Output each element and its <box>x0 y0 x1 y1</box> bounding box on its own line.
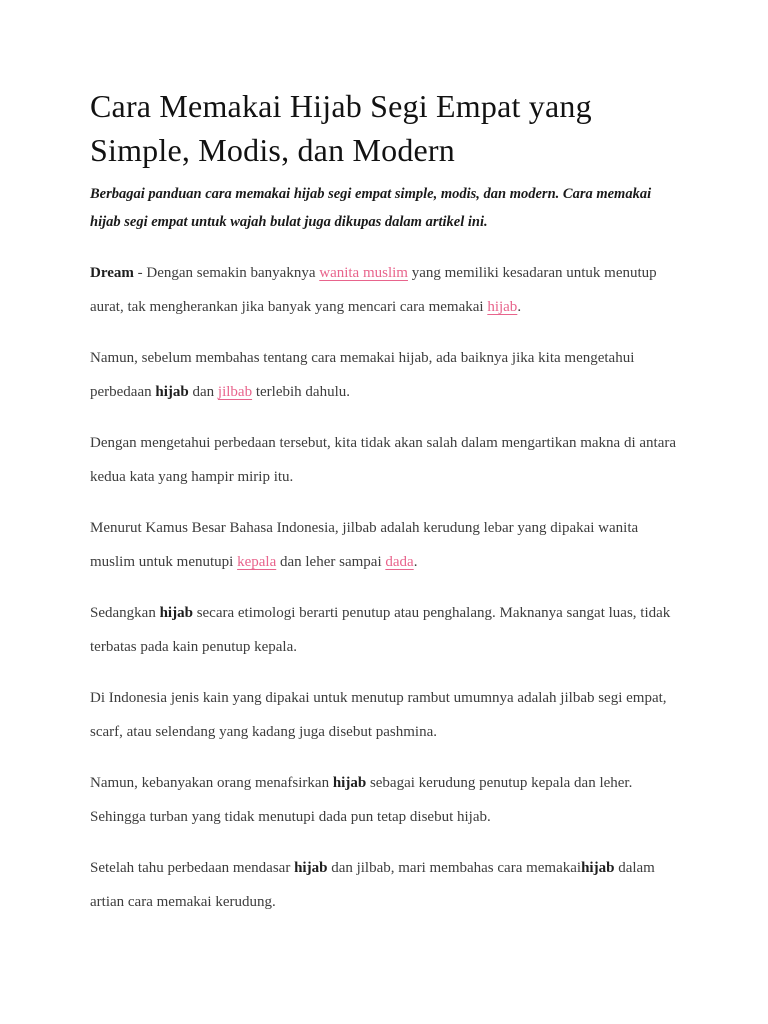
paragraph <box>90 341 678 409</box>
inline-link[interactable]: kepala <box>237 554 277 570</box>
body-text: dan jilbab, mari membahas cara memakai <box>327 860 582 876</box>
paragraph <box>90 766 678 834</box>
paragraph <box>90 851 678 919</box>
inline-link[interactable]: wanita muslim <box>319 265 408 281</box>
body-text: secara etimologi berarti penutup atau penghalang. Maknanya sangat luas, tidak terbatas pada kain penutup kepala. <box>90 605 671 655</box>
body-text: Namun, sebelum membahas tentang cara memakai hijab, ada baiknya jika kita mengetahui perbedaan <box>90 350 635 400</box>
body-text: sebagai kerudung penutup kepala dan leher. Sehingga turban yang tidak menutupi dada pun tetap disebut hijab. <box>90 775 633 825</box>
inline-link[interactable]: jilbab <box>217 384 253 400</box>
body-text: Dengan mengetahui perbedaan tersebut, kita tidak akan salah dalam mengartikan makna di antara kedua kata yang hampir mirip itu. <box>90 435 677 485</box>
inline-link[interactable]: hijab <box>487 299 518 315</box>
paragraph <box>90 681 678 749</box>
paragraph <box>90 511 678 579</box>
article <box>90 84 678 936</box>
bold-text: hijab <box>155 384 189 400</box>
body-text: Di Indonesia jenis kain yang dipakai untuk menutup rambut umumnya adalah jilbab segi empat, scarf, atau selendang yang kadang juga disebut pashmina. <box>90 690 667 740</box>
bold-text: hijab <box>159 605 193 621</box>
article-title: Cara Memakai Hijab Segi Empat yang Simple, Modis, dan Modern <box>90 88 592 168</box>
body-text: Sedangkan <box>90 605 160 621</box>
inline-link[interactable]: dada <box>385 554 414 570</box>
body-text: dalam artian cara memakai kerudung. <box>90 860 655 910</box>
body-text: . <box>413 554 418 570</box>
body-text: - Dengan semakin banyaknya <box>133 265 320 281</box>
body-text: yang memiliki kesadaran untuk menutup aurat, tak mengherankan jika banyak yang mencari cara memakai <box>90 265 657 315</box>
body-text: . <box>517 299 522 315</box>
bold-text: hijab <box>332 775 367 791</box>
body-text: Setelah tahu perbedaan mendasar <box>90 860 295 876</box>
paragraph <box>90 596 678 664</box>
article-body <box>90 256 678 919</box>
body-text: Namun, kebanyakan orang menafsirkan <box>90 775 333 791</box>
paragraph <box>90 256 678 324</box>
body-text: Menurut Kamus Besar Bahasa Indonesia, jilbab adalah kerudung lebar yang dipakai wanita muslim untuk menutupi <box>90 520 639 570</box>
paragraph <box>90 426 678 494</box>
body-text: terlebih dahulu. <box>252 384 350 400</box>
body-text: dan <box>188 384 218 400</box>
body-text: dan leher sampai <box>276 554 386 570</box>
bold-text: hijab <box>581 860 615 876</box>
bold-text: hijab <box>294 860 328 876</box>
article-subtitle: Berbagai panduan cara memakai hijab segi empat simple, modis, dan modern. Cara memakai hijab segi empat untuk wajah bulat juga dikupas dalam artikel ini. <box>90 186 652 230</box>
bold-text: Dream <box>90 265 134 281</box>
